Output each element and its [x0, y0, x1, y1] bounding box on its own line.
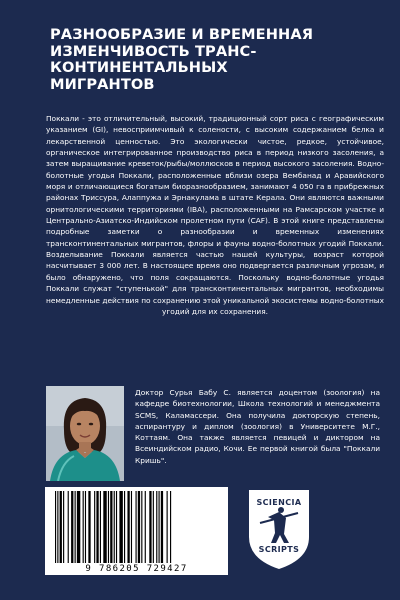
title-line: КОНТИНЕНТАЛЬНЫХ [50, 59, 228, 76]
author-photo [46, 386, 124, 481]
author-portrait-image [46, 386, 124, 481]
isbn-barcode [45, 487, 228, 575]
author-bio: Доктор Сурья Бабу С. является доцентом (зоология) на кафедре биотехнологии, Школа технологий и менеджмента SCMS, Каламассери. Она получила докторскую степень, аспирантуру и диплом (зоология) в Университете М.Г., Коттаям. Она также является певицей и диктором на Всеиндийском радио, Кочи. Ее первой книгой была "Поккали Кришь". [135, 388, 380, 465]
book-title [50, 27, 380, 93]
isbn-number: 9 786205 729427 [85, 564, 188, 574]
logo-bottom-text: SCRIPTS [258, 545, 300, 554]
barcode-image [51, 491, 222, 563]
title-line: МИГРАНТОВ [50, 75, 155, 93]
title-line: ИЗМЕНЧИВОСТЬ ТРАНС- [50, 42, 257, 60]
book-description: Поккали - это отличительный, высокий, традиционный сорт риса с географическим указанием (GI), невосприимчивый к солености, с высоким содержанием белка и лекарственной ценностью. Это экологически чистое, редкое, устойчивое, органическое интегрированное производство риса в период низкого засоления, а затем выращивание креветок/рыбы/моллюсков в период высокого засоления. Водно-болотные угодья Поккали, расположенные вблизи озера Вембанад и Аравийского моря и отличающиеся богатым биоразнообразием, занимают 4 050 га в прибрежных районах Триссура, Алаппужа и Эрнакулама в штате Керала. Они являются важными орнитологическими территориями (IBA), расположенными на Рамсарском участке и Центрально-Азиатско-Индийском пролетном пути (CAF). В этой книге представлены подробные заметки о разнообразии и временных изменениях трансконтинентальных мигрантов, флоры и фауны водно-болотных угодий Поккали. Возделывание Поккали является частью нашей культуры, возраст которой насчитывает 3 000 лет. В настоящее время оно подвергается различным угрозам, и было обнаружено, что поля сокращаются. Поскольку водно-болотные угодья Поккали служат "ступенькой" для трансконтинентальных мигрантов, необходимы немедленные действия по сохранению этой уникальной экосистемы водно-болотных угодий для их сохранения. [46, 114, 384, 316]
logo-top-text: SCIENCIA [256, 498, 302, 507]
title-line: РАЗНООБРАЗИЕ И ВРЕМЕННАЯ [50, 26, 314, 43]
publisher-logo [246, 487, 312, 571]
